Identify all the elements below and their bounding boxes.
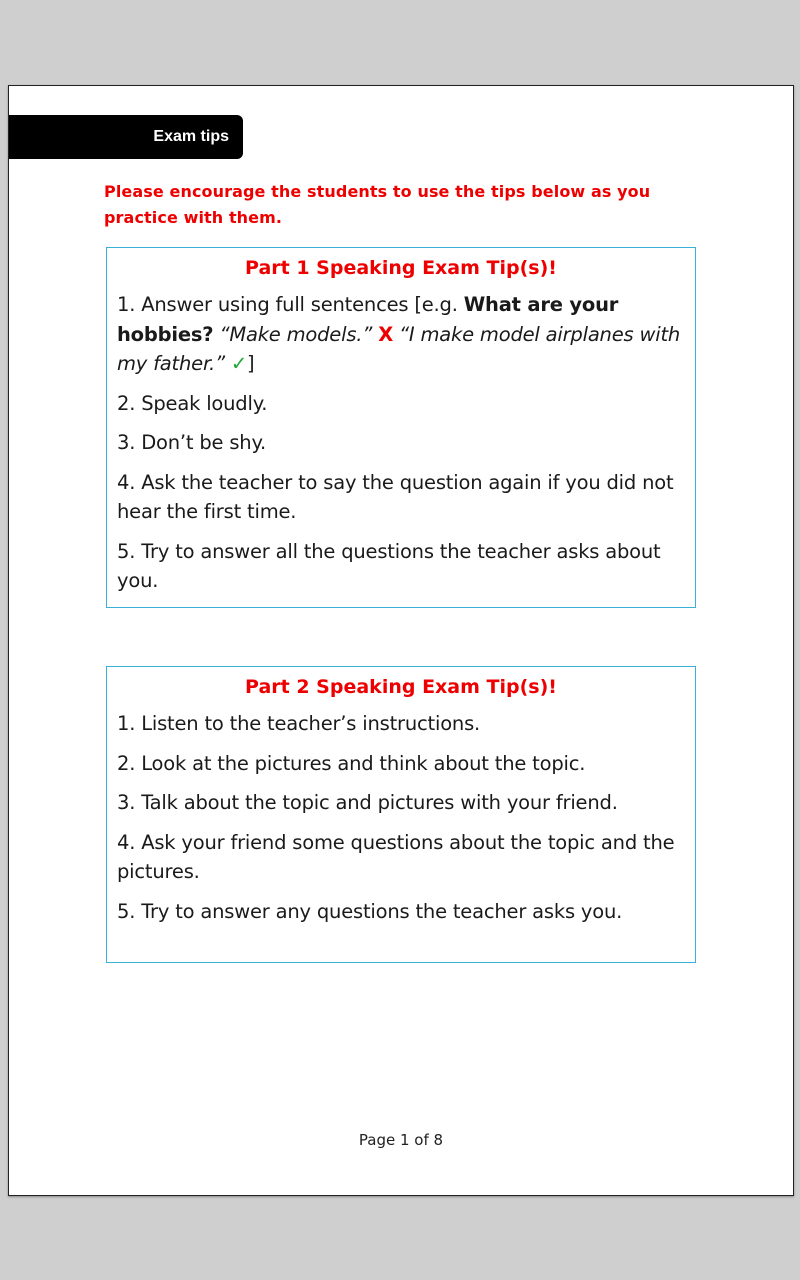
part2-tip-3: 3. Talk about the topic and pictures with your friend. xyxy=(117,791,618,814)
part2-title: Part 2 Speaking Exam Tip(s)! xyxy=(245,676,557,698)
part1-tip-2: 2. Speak loudly. xyxy=(117,391,268,415)
part1-tip-4: 4. Ask the teacher to say the question again if you did not hear the first time. xyxy=(117,470,674,523)
document-page xyxy=(8,85,794,1196)
example-question: What are your hobbies? xyxy=(117,293,619,346)
section-tab-label: Exam tips xyxy=(153,128,229,145)
part1-title: Part 1 Speaking Exam Tip(s)! xyxy=(245,257,557,279)
part1-tip-3: 3. Don’t be shy. xyxy=(117,431,267,454)
section-tab xyxy=(9,115,243,159)
tip-text: 1. Answer using full sentences [e.g. xyxy=(117,293,464,316)
tip-suffix: ] xyxy=(247,352,255,375)
part2-tip-1: 1. Listen to the teacher’s instructions. xyxy=(117,712,481,735)
cross-icon: X xyxy=(378,322,394,346)
part1-tip-5: 5. Try to answer all the questions the teacher asks about you. xyxy=(117,539,661,592)
intro-text: Please encourage the students to use the tips below as you practice with them. xyxy=(104,182,651,227)
wrong-answer: “Make models.” xyxy=(219,322,373,346)
check-icon: ✓ xyxy=(230,352,248,375)
page-number: Page 1 of 8 xyxy=(358,1131,444,1149)
part2-tip-4: 4. Ask your friend some questions about the topic and the pictures. xyxy=(117,830,675,883)
part1-tip-1 xyxy=(117,290,685,379)
part2-tip-2: 2. Look at the pictures and think about the topic. xyxy=(117,751,586,775)
part1-tips-box xyxy=(106,247,696,608)
part2-tips-box xyxy=(106,666,696,963)
part2-tip-5: 5. Try to answer any questions the teacher asks you. xyxy=(117,899,623,923)
right-answer: “I make model airplanes with my father.” xyxy=(117,322,681,375)
